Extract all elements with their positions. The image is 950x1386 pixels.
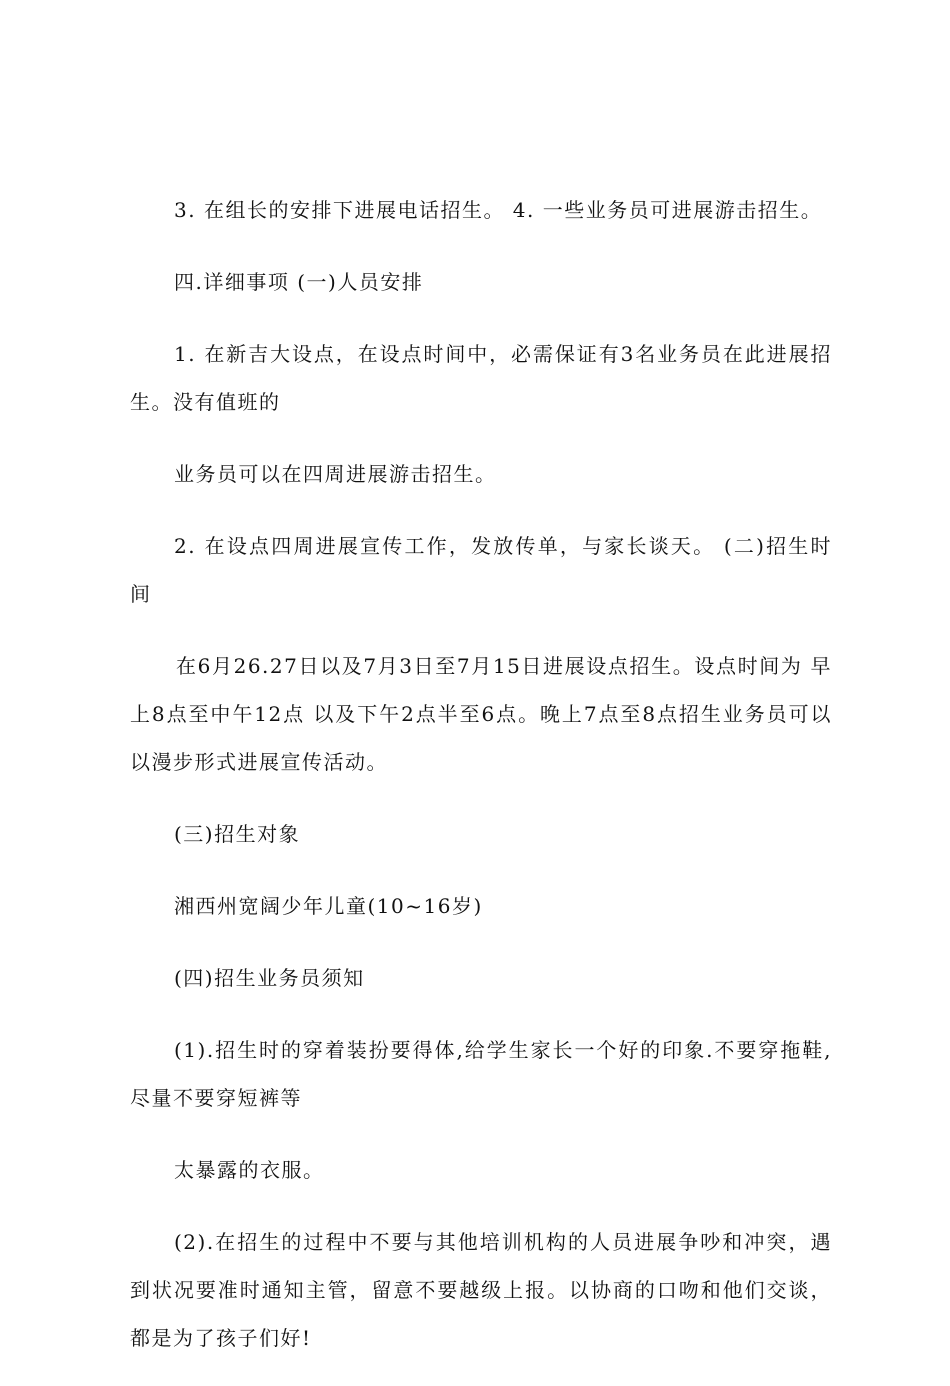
section-heading-details: 四.详细事项 (一)人员安排 [174, 270, 424, 294]
paragraph-recruitment-methods: 3. 在组长的安排下进展电话招生。 4. 一些业务员可进展游击招生。 [174, 198, 823, 222]
document-body [130, 186, 832, 1386]
section-heading-staff-notes: (四)招生业务员须知 [174, 966, 365, 990]
paragraph-staff-arrangement-continued: 业务员可以在四周进展游击招生。 [174, 462, 497, 486]
paragraph-dress-code: (1).招生时的穿着装扮要得体,给学生家长一个好的印象.不要穿拖鞋,尽量不要穿短裤等 [130, 1038, 832, 1110]
section-heading-recruitment-target: (三)招生对象 [174, 822, 301, 846]
paragraph-recruitment-target: 湘西州宽阔少年儿童(10~16岁) [174, 894, 483, 918]
paragraph-dress-code-continued: 太暴露的衣服。 [174, 1158, 325, 1182]
paragraph-staff-arrangement-1: 1. 在新吉大设点，在设点时间中，必需保证有3名业务员在此进展招生。没有值班的 [130, 342, 832, 414]
paragraph-recruitment-time: 在6月26.27日以及7月3日至7月15日进展设点招生。设点时间为 早上8点至中午12点 以及下午2点半至6点。晚上7点至8点招生业务员可以以漫步形式进展宣传活动。 [130, 654, 832, 774]
paragraph-conflict-guidance: (2).在招生的过程中不要与其他培训机构的人员进展争吵和冲突，遇到状况要准时通知主管，留意不要越级上报。以协商的口吻和他们交谈，都是为了孩子们好! [130, 1230, 832, 1350]
paragraph-staff-arrangement-2: 2. 在设点四周进展宣传工作，发放传单，与家长谈天。 (二)招生时间 [130, 534, 832, 606]
